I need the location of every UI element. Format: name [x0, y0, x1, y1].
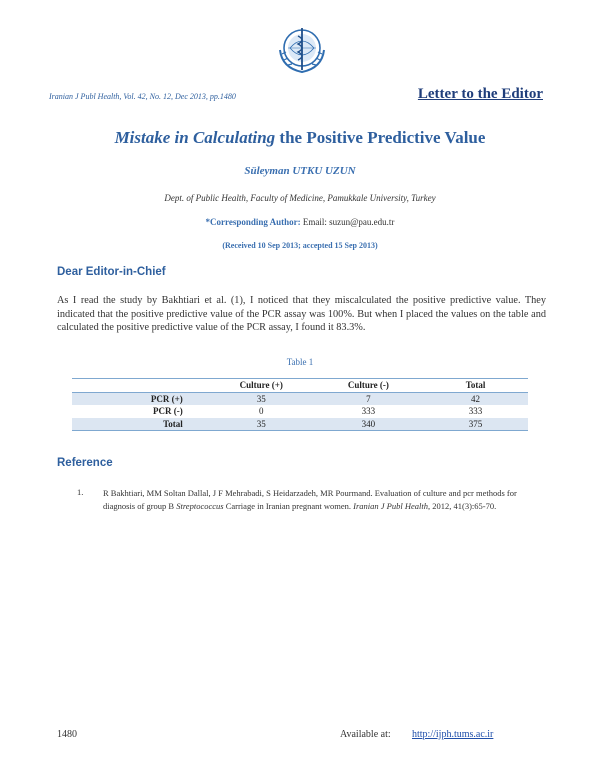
table-cell: 0 [258, 406, 264, 417]
corresponding-author [0, 217, 600, 227]
article-title-rest: the Positive Predictive Value [279, 128, 486, 147]
table-row [72, 405, 528, 418]
table-row-label: PCR (-) [153, 406, 183, 417]
journal-reference: Iranian J Publ Health, Vol. 42, No. 12, Dec 2013, pp.1480 [49, 92, 236, 101]
table-header-cell: Culture (+) [239, 380, 283, 391]
reference-heading: Reference [57, 457, 113, 469]
table-row [72, 418, 528, 431]
corresponding-email: Email: suzun@pau.edu.tr [302, 217, 395, 227]
salutation-heading: Dear Editor-in-Chief [57, 266, 166, 278]
affiliation: Dept. of Public Health, Faculty of Medicine, Pamukkale University, Turkey [164, 193, 436, 203]
table-cell: 333 [361, 406, 376, 417]
table-row [72, 392, 528, 405]
table-header-cell: Culture (-) [347, 380, 389, 391]
reference-text-end: , 2012, 41(3):65-70. [428, 500, 497, 511]
table-cell: 42 [471, 393, 481, 404]
table-row-label: Total [163, 419, 183, 430]
letter-body: As I read the study by Bakhtiari et al. (1), I noticed that they miscalculated the positive predictive value. They indicated that the positive predictive value of the PCR assay was 100%. But when I placed the values on the table and calculated the positive predictive value of the PCR assay, I found it 83.3%. [57, 295, 546, 333]
reference-journal: Iranian J Publ Health [353, 500, 428, 511]
who-emblem-icon [272, 20, 332, 80]
table-cell: 35 [256, 393, 266, 404]
table-caption: Table 1 [286, 357, 314, 367]
article-title [0, 128, 600, 148]
reference-text: R Bakhtiari, MM Soltan Dallal, J F Mehrabadi, S Heidarzadeh, MR Pourmand. Evaluation of culture and pcr methods for diagnosis of group B [103, 488, 517, 511]
reference-number: 1. [77, 487, 84, 497]
reference-text-mid: Carriage in Iranian pregnant women. [223, 500, 354, 511]
table-cell: 375 [468, 419, 483, 430]
table-cell: 7 [366, 393, 371, 404]
page-number: 1480 [57, 729, 77, 740]
table-header-cell: Total [465, 380, 486, 391]
table-header-row [72, 379, 528, 393]
author-name: Süleyman UTKU UZUN [244, 165, 356, 177]
article-type-label: Letter to the Editor [417, 86, 543, 102]
table-header-cell [72, 379, 209, 393]
corresponding-label: *Corresponding Author: [205, 217, 301, 227]
table-cell: 333 [468, 406, 483, 417]
table-cell: 340 [361, 419, 376, 430]
reference-species: Streptococcus [176, 500, 224, 511]
table-row-label: PCR (+) [150, 393, 183, 404]
journal-website-link[interactable]: http://ijph.tums.ac.ir [412, 729, 494, 740]
received-accepted-dates: (Received 10 Sep 2013; accepted 15 Sep 2013) [222, 241, 378, 250]
available-at-label: Available at: [340, 729, 391, 740]
article-title-italic: Mistake in Calculating [114, 128, 276, 147]
table-cell: 35 [256, 419, 266, 430]
data-table [72, 378, 528, 431]
reference-item [103, 487, 543, 512]
